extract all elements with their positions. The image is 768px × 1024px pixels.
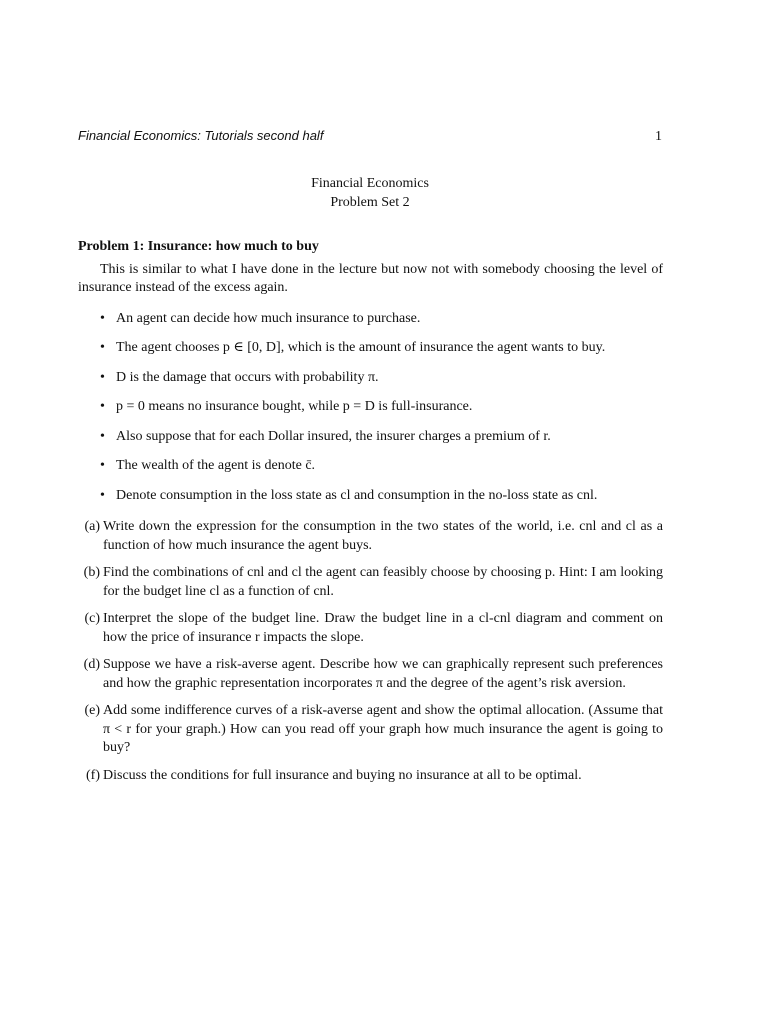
bullet-text: The wealth of the agent is denote c̄. (116, 458, 316, 473)
question-label: (f) (86, 767, 100, 783)
running-title: Financial Economics: Tutorials second half (78, 128, 324, 143)
question-label: (a) (84, 519, 100, 534)
question-item (78, 564, 663, 601)
question-text: Discuss the conditions for full insurance and buying no insurance at all to be optimal. (103, 767, 582, 783)
bullet-icon: • (100, 340, 105, 355)
list-item (78, 398, 663, 417)
list-item (78, 457, 663, 476)
question-item (78, 767, 663, 786)
list-item (78, 310, 663, 329)
question-label: (e) (84, 703, 100, 718)
bullet-icon: • (100, 487, 105, 503)
question-list (78, 518, 663, 785)
bullet-text: An agent can decide how much insurance to purchase. (116, 310, 421, 326)
question-label: (d) (83, 657, 100, 672)
title-line-2: Problem Set 2 (330, 195, 410, 210)
bullet-icon: • (100, 369, 105, 385)
bullet-icon: • (100, 428, 105, 444)
question-text: Interpret the slope of the budget line. Draw the budget line in a cl-cnl diagram and comment on how the price of insurance r impacts the slope. (103, 611, 663, 645)
bullet-text: D is the damage that occurs with probability π. (116, 369, 379, 385)
list-item (78, 487, 663, 506)
document-title (78, 174, 662, 212)
question-label: (b) (83, 565, 100, 580)
bullet-text: Denote consumption in the loss state as cl and consumption in the no-loss state as cnl. (116, 487, 598, 503)
question-item (78, 610, 663, 647)
question-item (78, 656, 663, 693)
title-line-1: Financial Economics (311, 176, 429, 191)
list-item (78, 369, 663, 388)
bullet-icon: • (100, 310, 105, 326)
problem-1 (78, 238, 663, 794)
page-header (78, 128, 662, 145)
list-item (78, 339, 663, 358)
bullet-text: The agent chooses p ∈ [0, D], which is the amount of insurance the agent wants to buy. (116, 340, 606, 355)
problem-heading: Problem 1: Insurance: how much to buy (78, 239, 319, 254)
problem-intro: This is similar to what I have done in the lecture but now not with somebody choosing the level of insurance instead of the excess again. (78, 261, 663, 295)
question-text: Add some indifference curves of a risk-averse agent and show the optimal allocation. (Assume that π < r for your graph.) How can you read off your graph how much insurance the agent is going to buy? (103, 703, 663, 755)
question-item (78, 702, 663, 758)
bullet-text: Also suppose that for each Dollar insured, the insurer charges a premium of r. (116, 428, 551, 444)
list-item (78, 428, 663, 447)
question-item (78, 518, 663, 555)
bullet-icon: • (100, 399, 105, 414)
assumption-list (78, 310, 663, 506)
bullet-icon: • (100, 458, 105, 473)
bullet-text: p = 0 means no insurance bought, while p = D is full-insurance. (116, 399, 473, 414)
question-label: (c) (84, 611, 100, 626)
question-text: Suppose we have a risk-averse agent. Describe how we can graphically represent such preferences and how the graphic representation incorporates π and the degree of the agent’s risk aversion. (103, 657, 663, 691)
page-number: 1 (655, 129, 662, 144)
question-text: Write down the expression for the consumption in the two states of the world, i.e. cnl and cl as a function of how much insurance the agent buys. (103, 519, 663, 553)
question-text: Find the combinations of cnl and cl the agent can feasibly choose by choosing p. Hint: I am looking for the budget line cl as a function of cnl. (103, 565, 663, 599)
